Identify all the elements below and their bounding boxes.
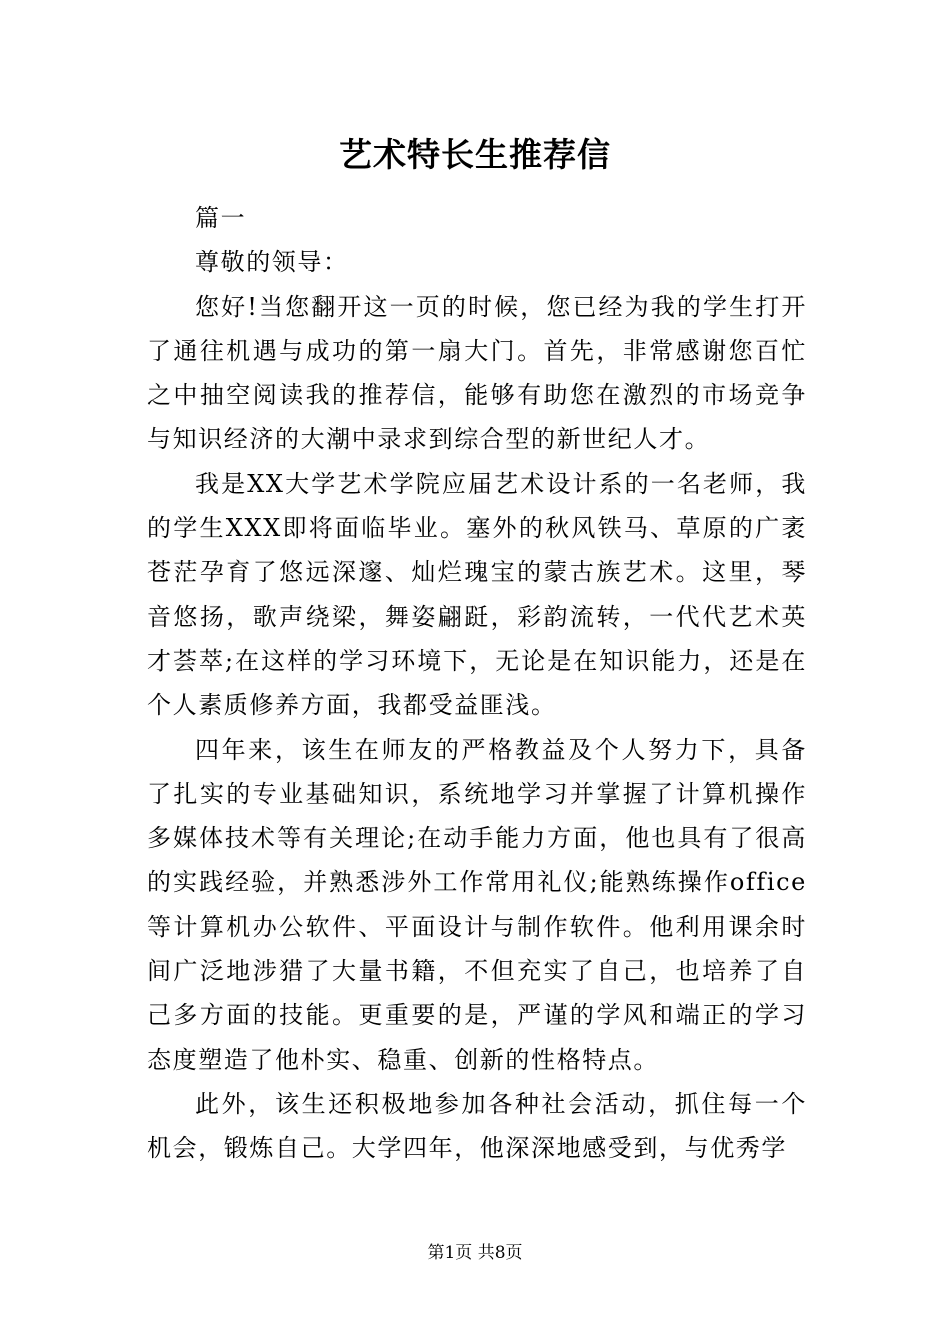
paragraph-section-label: 篇一 <box>195 204 247 232</box>
document-title: 艺术特长生推荐信 <box>339 135 611 174</box>
paragraph-four-years: 四年来，该生在师友的严格教益及个人努力下，具备了扎实的专业基础知识，系统地学习并掌握了计算机操作多媒体技术等有关理论;在动手能力方面，他也具有了很高的实践经验，并熟悉涉外工作常用礼仪;能熟练操作office等计算机办公软件、平面设计与制作软件。他利用课余时间广泛地涉猎了大量书籍，不但充实了自己，也培养了自己多方面的技能。更重要的是，严谨的学风和端正的学习态度塑造了他朴实、稳重、创新的性格特点。 <box>147 735 807 1074</box>
page-number-footer: 第1页 共8页 <box>427 1243 523 1263</box>
paragraph-greeting: 您好!当您翻开这一页的时候，您已经为我的学生打开了通往机遇与成功的第一扇大门。首先，非常感谢您百忙之中抽空阅读我的推荐信，能够有助您在激烈的市场竞争与知识经济的大潮中录求到综合型的新世纪人才。 <box>147 292 807 454</box>
paragraph-introduction: 我是XX大学艺术学院应届艺术设计系的一名老师，我的学生XXX即将面临毕业。塞外的秋风铁马、草原的广袤苍茫孕育了悠远深邃、灿烂瑰宝的蒙古族艺术。这里，琴音悠扬，歌声绕梁，舞姿翩跹，彩韵流转，一代代艺术英才荟萃;在这样的学习环境下，无论是在知识能力，还是在个人素质修养方面，我都受益匪浅。 <box>147 469 807 720</box>
document-body <box>147 196 807 1171</box>
paragraph-salutation: 尊敬的领导： <box>195 248 349 277</box>
paragraph-activities: 此外，该生还积极地参加各种社会活动，抓住每一个机会，锻炼自己。大学四年，他深深地感受到，与优秀学 <box>147 1089 807 1163</box>
